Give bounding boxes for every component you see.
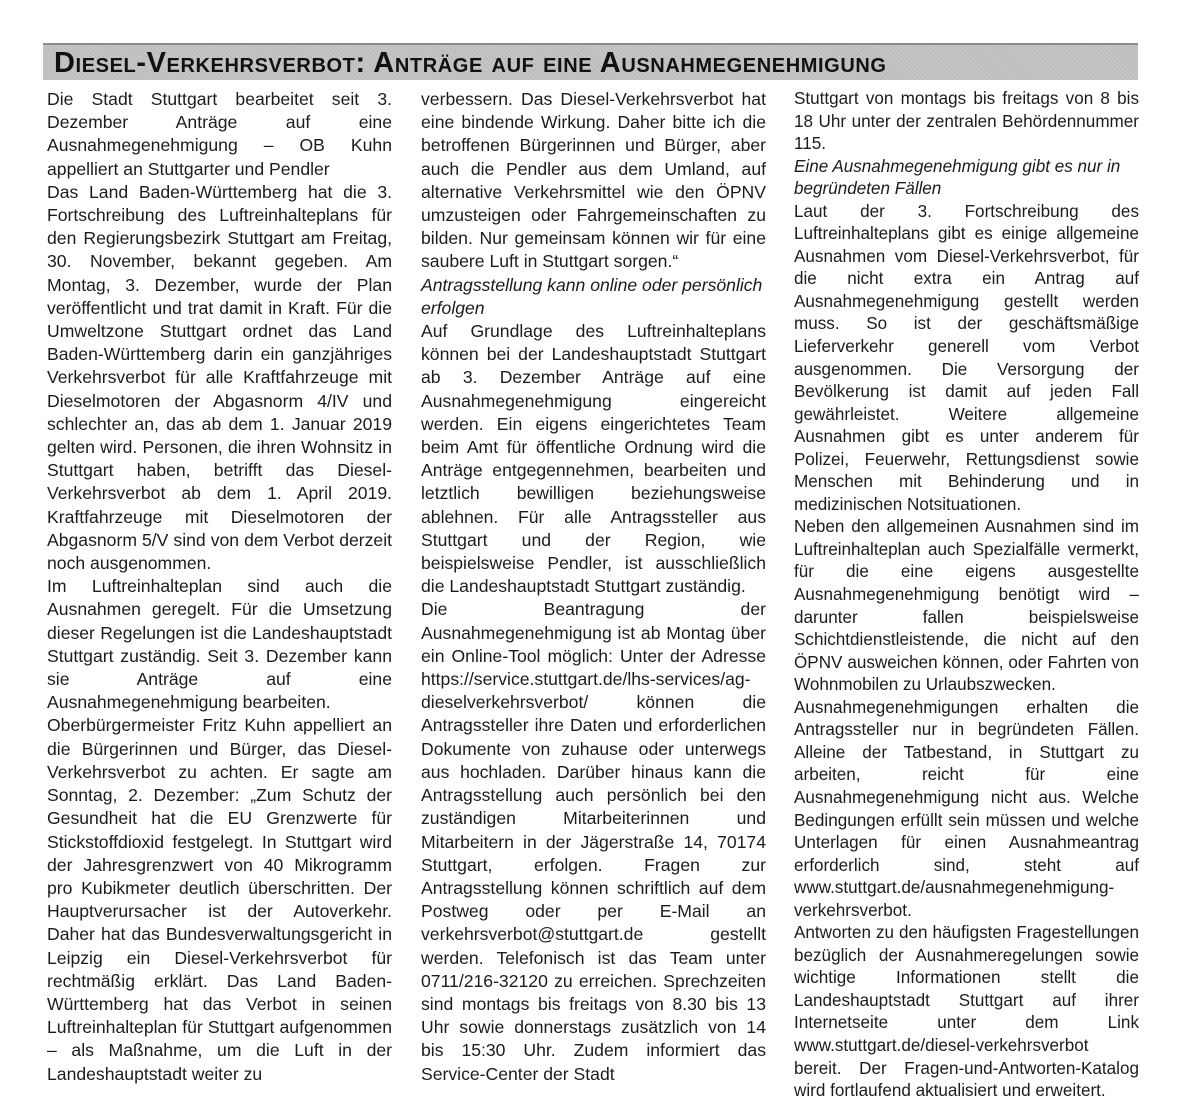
article-paragraph: Ausnahmegenehmigungen erhalten die Antragssteller nur in begründeten Fällen. Alleine der Tatbestand, in Stuttgart zu arbeiten, reicht für eine Ausnahmegenehmigung nicht aus. Welche Bedingungen erfüllt sein müssen und welche Unterlagen für einen Ausnahmeantrag erforderlich sind, steht auf www.stuttgart.de/ausnahmegenehmigung-verkehrsverbot.: [794, 697, 1139, 920]
article-paragraph: Neben den allgemeinen Ausnahmen sind im Luftreinhalteplan auch Spezialfälle vermerkt, für die eine eigens ausgestellte Ausnahmegenehmigung benötigt wird – darunter fallen beispielsweise Schichtdienstleistende, die nicht auf den ÖPNV ausweichen können, oder Fahrten von Wohnmobilen zu Urlaubszwecken.: [794, 517, 1139, 695]
article-paragraph: Im Luftreinhalteplan sind auch die Ausnahmen geregelt. Für die Umsetzung dieser Regelungen ist die Landeshauptstadt Stuttgart zuständig. Seit 3. Dezember kann sie Anträge auf eine Ausnahmegenehmigung bearbeiten.: [47, 576, 392, 713]
article-paragraph: Antworten zu den häufigsten Fragestellungen bezüglich der Ausnahmeregelungen sowie wichtige Informationen stellt die Landeshauptstadt Stuttgart auf ihrer Internetseite unter dem Link www.stuttgart.de/diesel-verkehrsverbot bereit. Der Fragen-und-Antworten-Katalog wird fortlaufend aktualisiert und erweitert.: [794, 923, 1139, 1101]
article-column-1: [47, 88, 392, 1086]
article-paragraph: Oberbürgermeister Fritz Kuhn appelliert an die Bürgerinnen und Bürger, das Diesel-Verkehrsverbot zu achten. Er sagte am Sonntag, 2. Dezember: „Zum Schutz der Gesundheit hat die EU Grenzwerte für Stickstoffdioxid festgelegt. In Stuttgart wird der Jahresgrenzwert von 40 Mikrogramm pro Kubikmeter deutlich überschritten. Der Hauptverursacher ist der Autoverkehr. Daher hat das Bundesverwaltungsgericht in Leipzig ein Diesel-Verkehrsverbot für rechtmäßig erklärt. Das Land Baden-Württemberg hat das Verbot in seinen Luftreinhalteplan für Stuttgart aufgenommen – als Maßnahme, um die Luft in der Landeshauptstadt weiter zu: [47, 715, 392, 1084]
article-paragraph: Auf Grundlage des Luftreinhalteplans können bei der Landeshauptstadt Stuttgart ab 3. Dezember Anträge auf eine Ausnahmegenehmigung eingereicht werden. Ein eigens eingerichtetes Team beim Amt für öffentliche Ordnung wird die Anträge entgegennehmen, bearbeiten und letztlich bewilligen beziehungsweise ablehnen. Für alle Antragssteller aus Stuttgart und der Region, wie beispielsweise Pendler, ist ausschließlich die Landeshauptstadt Stuttgart zuständig.: [421, 321, 766, 597]
article-paragraph: Das Land Baden-Württemberg hat die 3. Fortschreibung des Luftreinhalteplans für den Regierungsbezirk Stuttgart am Freitag, 30. November, bekannt gegeben. Am Montag, 3. Dezember, wurde der Plan veröffentlicht und trat damit in Kraft. Für die Umweltzone Stuttgart ordnet das Land Baden-Württemberg darin ein ganzjähriges Verkehrsverbot für alle Kraftfahrzeuge mit Dieselmotoren der Abgasnorm 4/IV und schlechter an, das ab dem 1. Januar 2019 gelten wird. Personen, die ihren Wohnsitz in Stuttgart haben, betrifft das Diesel-Verkehrsverbot ab dem 1. April 2019. Kraftfahrzeuge mit Dieselmotoren der Abgasnorm 5/V sind von dem Verbot derzeit noch ausgenommen.: [47, 181, 392, 574]
article-subheading: Antragsstellung kann online oder persönlich erfolgen: [421, 274, 763, 318]
article-paragraph: Laut der 3. Fortschreibung des Luftreinhalteplans gibt es einige allgemeine Ausnahmen vom Diesel-Verkehrsverbot, für die nicht extra ein Antrag auf Ausnahmegenehmigung gestellt werden muss. So ist der geschäftsmäßige Lieferverkehr generell vom Verbot ausgenommen. Die Versorgung der Bevölkerung ist damit auf jeden Fall gewährleistet. Weitere allgemeine Ausnahmen gibt es unter anderem für Polizei, Feuerwehr, Rettungsdienst sowie Menschen mit Behinderung und in medizinischen Notsituationen.: [794, 201, 1139, 514]
article-headline: Diesel-Verkehrsverbot: Anträge auf eine Ausnahmegenehmigung: [54, 47, 887, 79]
article-paragraph: verbessern. Das Diesel-Verkehrsverbot hat eine bindende Wirkung. Daher bitte ich die betroffenen Bürgerinnen und Bürger, aber auch die Pendler aus dem Umland, auf alternative Verkehrsmittel wie den ÖPNV umzusteigen oder Fahrgemeinschaften zu bilden. Nur gemeinsam können wir für eine saubere Luft in Stuttgart sorgen.“: [421, 89, 766, 272]
article-paragraph: Die Beantragung der Ausnahmegenehmigung ist ab Montag über ein Online-Tool möglich: Unter der Adresse https://service.stuttgart.de/lhs-services/ag-dieselverkehrsverbot/ können die Antragssteller ihre Daten und erforderlichen Dokumente von zuhause oder unterwegs aus hochladen. Darüber hinaus kann die Antragsstellung auch persönlich bei den zuständigen Mitarbeiterinnen und Mitarbeitern in der Jägerstraße 14, 70174 Stuttgart, erfolgen. Fragen zur Antragsstellung können schriftlich auf dem Postweg oder per E-Mail an verkehrsverbot@stuttgart.de gestellt werden. Telefonisch ist das Team unter 0711/216-32120 zu erreichen. Sprechzeiten sind montags bis freitags von 8.30 bis 13 Uhr sowie donnerstags zusätzlich von 14 bis 15:30 Uhr. Zudem informiert das Service-Center der Stadt: [421, 599, 766, 1084]
article-paragraph: Stuttgart von montags bis freitags von 8 bis 18 Uhr unter der zentralen Behördennummer 115.: [794, 89, 1139, 154]
article-column-3: [794, 88, 1139, 1103]
article-paragraph: Die Stadt Stuttgart bearbeitet seit 3. Dezember Anträge auf eine Ausnahmegenehmigung – OB Kuhn appelliert an Stuttgarter und Pendler: [47, 89, 392, 179]
article-subheading: Eine Ausnahmegenehmigung gibt es nur in begründeten Fällen: [794, 156, 1121, 199]
article-column-2: [421, 88, 766, 1086]
